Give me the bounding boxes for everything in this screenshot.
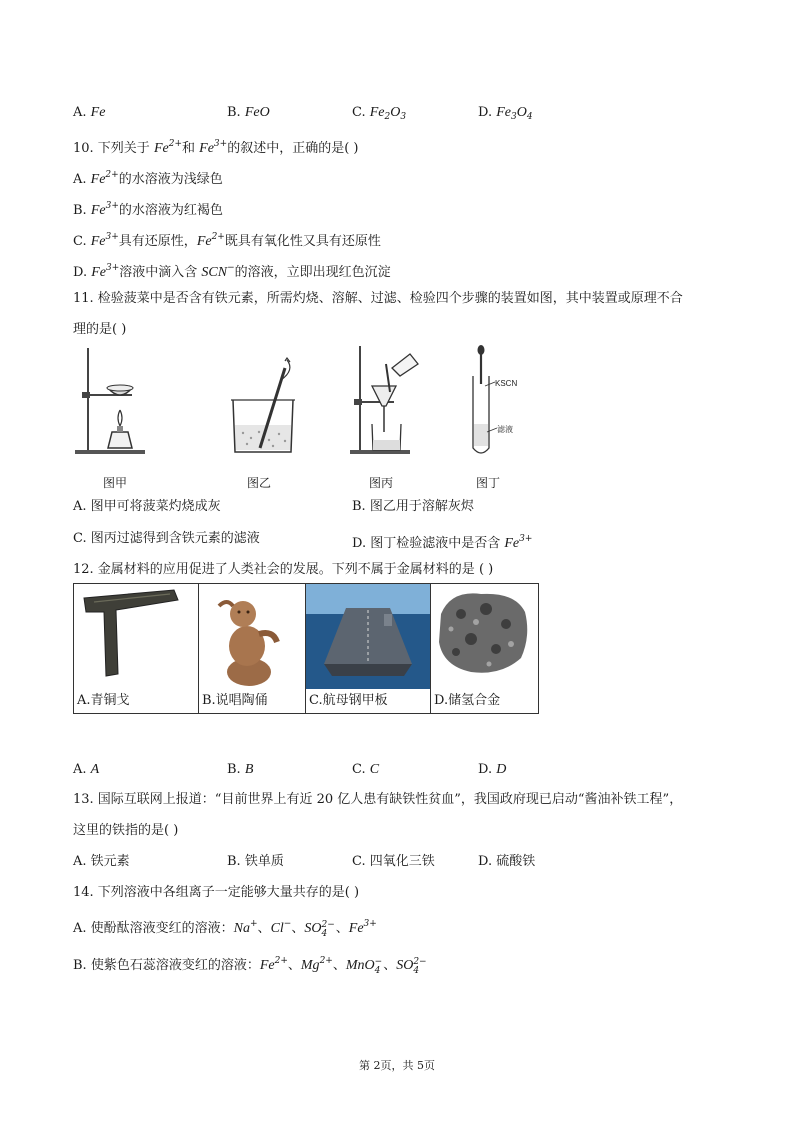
q9-option-c: C. $Fe_2O_3$ xyxy=(352,105,407,122)
q13-stem-line2: 这里的铁指的是( ) xyxy=(73,823,179,838)
q12-image-table xyxy=(73,583,539,714)
q10-option-b: B. $Fe^{3+}$的水溶液为红褐色 xyxy=(73,201,223,218)
q10-stem: 10. 下列关于 $Fe^{2+}$和 $Fe^{3+}$的叙述中，正确的是( ) xyxy=(73,139,359,156)
q12-cell-b-caption: B.说唱陶俑 xyxy=(202,693,268,708)
q12-cell-a xyxy=(74,584,199,714)
q13-stem-line1: 13. 国际互联网上报道：“目前世界上有近 20 亿人患有缺铁性贫血”，我国政府现已启动“酱油补铁工程”， xyxy=(73,792,683,807)
q11-option-c: C. 图丙过滤得到含铁元素的滤液 xyxy=(73,531,260,546)
q11-stem-line1: 11. 检验菠菜中是否含有铁元素，所需灼烧、溶解、过滤、检验四个步骤的装置如图，其中装置或原理不合 xyxy=(73,291,683,306)
filtrate-label: 滤液 xyxy=(497,425,513,434)
figure-yi-label: 图乙 xyxy=(247,476,272,490)
page-footer: 第 2页，共 5页 xyxy=(359,1059,435,1072)
q9-option-b: B. FeO xyxy=(227,105,270,120)
q14-option-a: A. 使酚酞溶液变红的溶液：Na+、Cl−、SO 2− 4 、$Fe^{3+}$ xyxy=(73,919,377,939)
q12-option-d: D. D xyxy=(478,762,507,777)
hydrogen-storage-alloy-image xyxy=(431,584,538,689)
q9-option-d: D. $Fe_3O_4$ xyxy=(478,105,533,122)
q14-option-b: B. 使紫色石蕊溶液变红的溶液：$Fe^{2+}$、$Mg^{2+}$、MnO − 4 、SO 2− 4 xyxy=(73,956,427,976)
q9-option-a: A. Fe xyxy=(73,105,106,120)
kscn-label: KSCN xyxy=(495,379,518,388)
q13-option-b: B. 铁单质 xyxy=(227,854,284,869)
q11-option-b: B. 图乙用于溶解灰烬 xyxy=(352,499,474,514)
q12-cell-b xyxy=(199,584,306,714)
q13-option-a: A. 铁元素 xyxy=(73,854,130,869)
q10-option-c: C. $Fe^{3+}$具有还原性，$Fe^{2+}$既具有氧化性又具有还原性 xyxy=(73,232,381,249)
q13-option-c: C. 四氧化三铁 xyxy=(352,854,435,869)
q12-stem: 12. 金属材料的应用促进了人类社会的发展。下列不属于金属材料的是 ( ) xyxy=(73,562,494,577)
q12-option-c: C. C xyxy=(352,762,380,777)
aircraft-carrier-image xyxy=(306,584,430,689)
figure-ding-label: 图丁 xyxy=(476,476,501,490)
q11-option-d: D. 图丁检验滤液中是否含 $Fe^{3+}$ xyxy=(352,534,533,551)
q13-option-d: D. 硫酸铁 xyxy=(478,854,536,869)
q12-option-a: A. A xyxy=(73,762,100,777)
figure-ding-test-tube xyxy=(465,340,535,460)
q14-stem: 14. 下列溶液中各组离子一定能够大量共存的是( ) xyxy=(73,885,360,900)
figure-jia-burning-apparatus xyxy=(70,340,150,460)
q10-option-d: D. $Fe^{3+}$溶液中滴入含 SCN−的溶液，立即出现红色沉淀 xyxy=(73,263,391,280)
q10-option-a: A. $Fe^{2+}$的水溶液为浅绿色 xyxy=(73,170,223,187)
q12-cell-d-caption: D.储氢合金 xyxy=(434,693,501,708)
q12-option-b: B. B xyxy=(227,762,254,777)
q11-option-a: A. 图甲可将菠菜灼烧成灰 xyxy=(73,499,221,514)
figure-yi-dissolving-beaker xyxy=(225,340,305,460)
figure-bing-filtration-setup xyxy=(348,340,428,460)
q12-cell-d xyxy=(431,584,539,714)
q12-cell-c-caption: C.航母钢甲板 xyxy=(309,693,388,708)
figure-bing-label: 图丙 xyxy=(369,476,394,490)
q12-cell-a-caption: A.青铜戈 xyxy=(77,693,130,708)
q12-cell-c xyxy=(306,584,431,714)
figure-jia-label: 图甲 xyxy=(103,476,128,490)
pottery-figurine-image xyxy=(199,584,305,689)
bronze-dagger-axe-image xyxy=(74,584,198,689)
q11-stem-line2: 理的是( ) xyxy=(73,322,127,337)
